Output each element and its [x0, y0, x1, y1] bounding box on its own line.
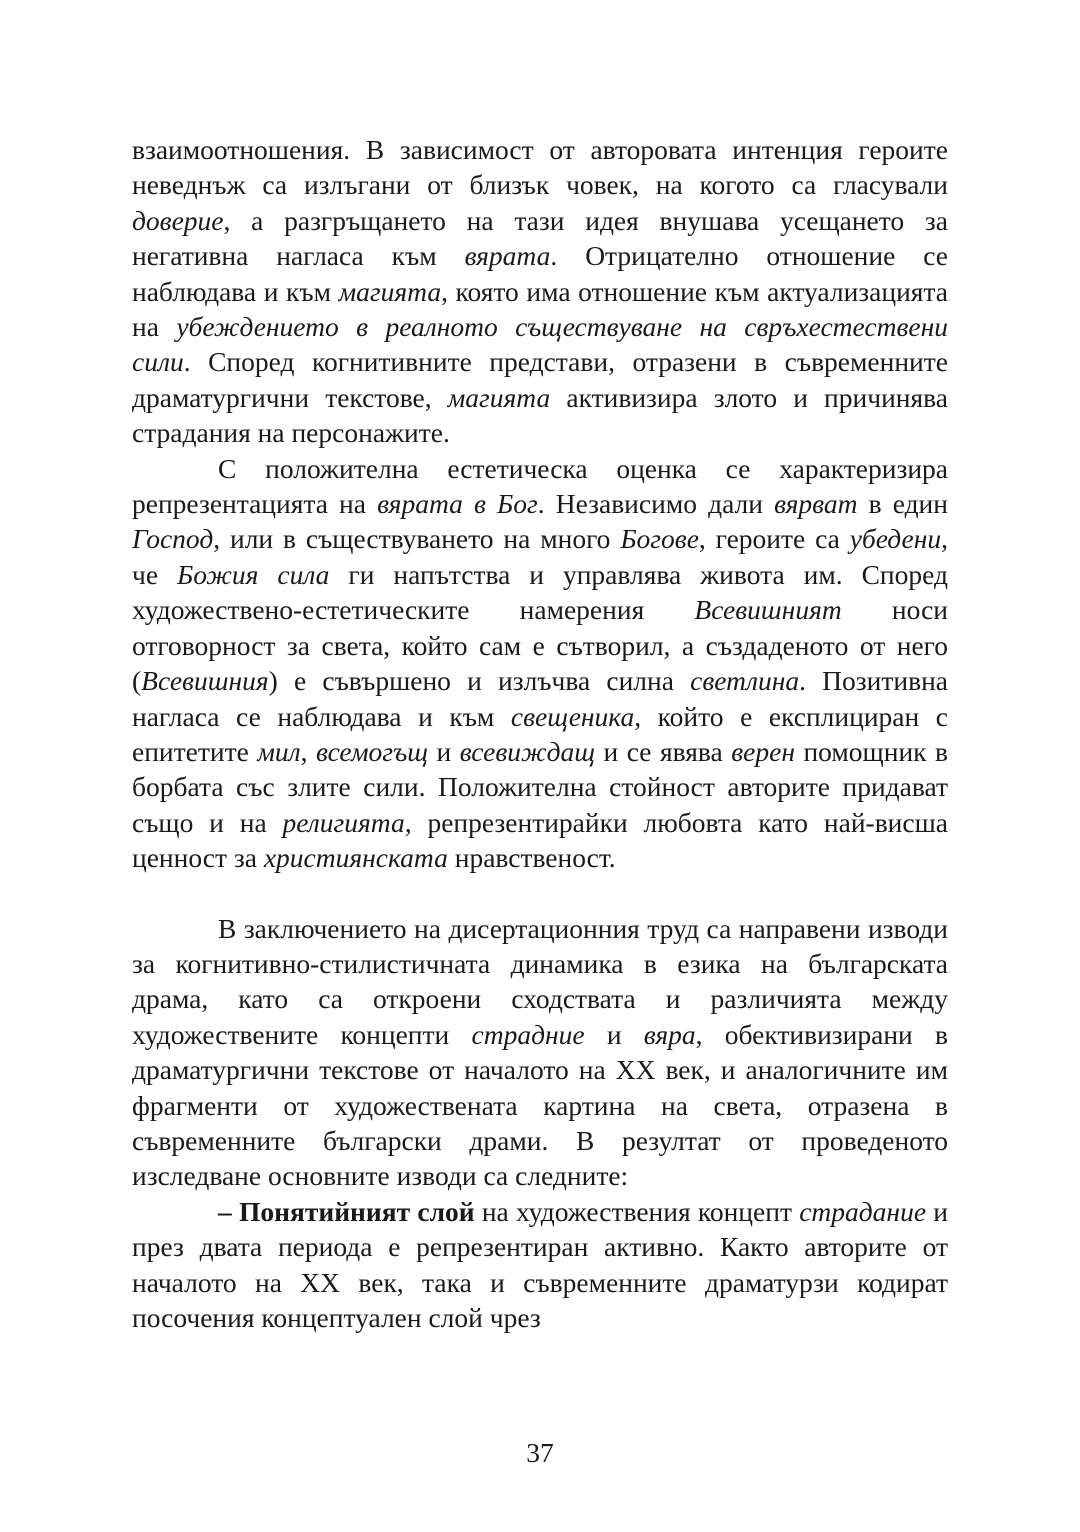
text-run: С положителна естетическа оценка се характеризира репрезентацията на	[132, 452, 948, 520]
italic-text: страдние	[471, 1018, 585, 1050]
text-run: и през двата периода е репрезентиран активно. Както авторите от началото на ХХ век, така и съвременните драматурзи кодират посочения концептуален слой чрез	[132, 1195, 948, 1333]
italic-text: Всевишният	[694, 594, 842, 626]
text-run: ги напътства и управлява живота им. Според художествено-естетическите намерения	[132, 558, 948, 626]
text-run: взаимоотношения. В зависимост от авторовата интенция героите неведнъж са излъгани от близък човек, на когото са гласували	[132, 134, 948, 201]
italic-text: вярата в Бог	[377, 488, 538, 520]
text-run: , която има отношение към актуализацията на	[132, 275, 948, 343]
paragraph-p1	[132, 132, 948, 451]
text-run: и	[428, 735, 460, 767]
text-run: , репрезентирайки любовта като най-висша ценност за	[132, 806, 948, 874]
italic-text: вярата	[464, 240, 551, 272]
paragraph-p2	[132, 451, 948, 876]
italic-text: убеждението в реалното съществуване на свръхестествени сили	[132, 311, 948, 378]
text-run: . Според когнитивните представи, отразени в съвременните драматургични текстове,	[132, 346, 948, 413]
italic-text: мил	[257, 735, 301, 767]
italic-text: доверие	[132, 204, 224, 236]
text-run: помощник в борбата със злите сили. Положителна стойност авторите придават също и на	[132, 735, 949, 838]
italic-text: вяра	[643, 1018, 696, 1050]
text-run: , героите са	[698, 523, 850, 555]
text-run: нравственост.	[447, 842, 616, 874]
text-run: . Отрицателно отношение се наблюдава и към	[132, 240, 948, 307]
italic-text: свещеника	[510, 700, 635, 732]
italic-text: християнската	[263, 842, 448, 874]
text-run: ) е съвършено и излъчва силна	[268, 665, 691, 697]
italic-text: верен	[731, 735, 795, 767]
italic-text: убедени	[849, 523, 942, 555]
text-run: , че	[132, 523, 948, 590]
italic-text: всевиждащ	[459, 735, 596, 767]
italic-text: религията	[282, 806, 405, 838]
text-run: и се явява	[595, 735, 732, 767]
italic-text: светлина	[690, 665, 800, 697]
italic-text: Всевишния	[141, 665, 269, 697]
text-run: на художествения концепт	[474, 1195, 800, 1227]
italic-text: Божия сила	[177, 558, 330, 590]
italic-text: магията	[447, 381, 551, 413]
text-run: . Позитивна нагласа се наблюдава и към	[132, 665, 948, 732]
text-run: ,	[300, 735, 316, 767]
bold-text: – Понятийният слой	[218, 1195, 475, 1227]
italic-text: всемогъщ	[316, 735, 429, 767]
italic-text: страдание	[799, 1195, 927, 1227]
italic-text: магията	[338, 275, 442, 307]
text-run: , или в съществуването на много	[213, 523, 621, 555]
text-run: в един	[857, 488, 948, 520]
text-run: . Независимо дали	[537, 488, 775, 520]
text-run: активизира злото и причинява страдания на персонажите.	[132, 381, 948, 449]
text-run: носи отговорност за света, който сам е сътворил, а създаденото от него (	[132, 594, 948, 697]
text-run: , обективизирани в драматургични текстове от началото на ХХ век, и аналогичните им фрагменти от художествената картина на света, отразена в съвременните български драми. В резултат от проведеното изследване основните изводи са следните:	[132, 1018, 948, 1192]
italic-text: Богове	[620, 523, 699, 555]
text-run: В заключението на дисертационния труд са направени изводи за когнитивно-стилистичната динамика в езика на българската драма, като са откроени сходствата и различията между художествените концепти	[132, 912, 948, 1050]
text-run: , а разгръщането на тази идея внушава усещането за негативна нагласа към	[132, 204, 948, 272]
document-body	[132, 132, 948, 1335]
page-number: 37	[526, 1437, 554, 1468]
text-run: и	[584, 1018, 644, 1050]
paragraph-p3	[132, 911, 948, 1194]
text-run: , който е експлициран с епитетите	[132, 700, 948, 767]
paragraph-gap	[132, 876, 948, 911]
italic-text: Господ	[132, 523, 214, 555]
italic-text: вярват	[774, 488, 858, 520]
paragraph-p4	[132, 1194, 948, 1336]
